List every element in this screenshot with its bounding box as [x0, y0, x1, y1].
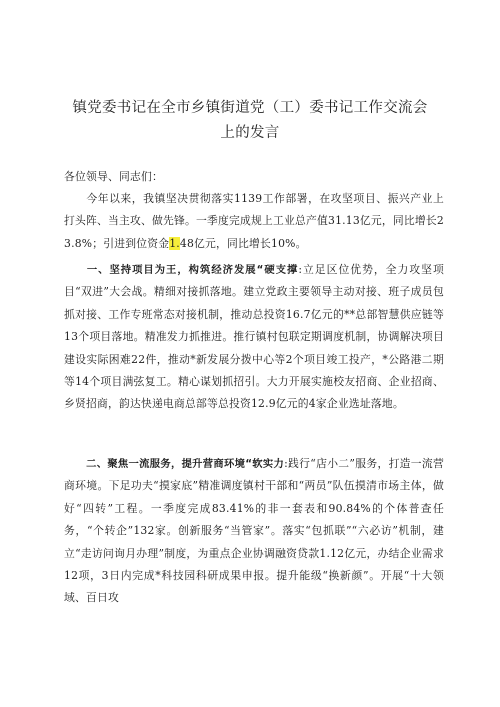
section-1-heading: 一、坚持项目为王，构筑经济发展“硬支撑 — [86, 264, 299, 276]
paragraph-intro — [64, 188, 444, 255]
paragraph-section-1 — [64, 259, 444, 416]
paragraph-section-2 — [64, 453, 444, 610]
document-title-line1: 镇党委书记在全市乡镇街道党（工）委书记工作交流会 — [72, 100, 428, 116]
section-2-heading: 二、聚焦一流服务，提升营商环境“软实力 — [86, 458, 285, 470]
section-2-text: :践行“店小二”服务，打造一流营商环境。下足功夫“摸家底”精准调度镇村干部和“两员”队伍摸清市场主体，做好“四转”工程。一季度完成83.41%的非一套表和90.84%的个体普查任务，“个转企”132家。创新服务“当管家”。落实“包抓联”“六必访”机制，建立“走访问询月办理”制度，为重点企业协调融资贷款1.12亿元，办结企业需求12项，3日内完成*科技园科研成果申报。提升能级“换新颜”。开展“十大领域、百日攻 — [64, 457, 444, 605]
highlighted-text: 1. — [169, 236, 180, 250]
section-1-text: :立足区位优势，全力攻坚项目“双进”大会战。精细对接抓落地。建立党政主要领导主动对接、班子成员包抓对接、工作专班常态对接机制，推动总投资16.7亿元的**总部智慧供应链等13个项目落地。精准发力抓推进。推行镇村包联定期调度机制，协调解决项目建设实际困难22件，推动*新发展分拨中心等2个项目竣工投产，*公路港二期等14个项目满弦复工。精心谋划抓招引。大力开展实施校友招商、企业招商、乡贤招商，韵达快递电商总部等总投资12.9亿元的4家企业选址落地。 — [64, 263, 444, 411]
intro-text-end: 48亿元，同比增长10%。 — [179, 236, 307, 250]
salutation: 各位领导、同志们： — [64, 170, 163, 183]
document-title-line2: 上的发言 — [220, 125, 280, 141]
intro-text: 今年以来，我镇坚决贯彻落实1139工作部署，在攻坚项目、振兴产业上打头阵、当主攻、做先锋。一季度完成规上工业总产值31.13亿元，同比增长23.8%；引进到位资金 — [64, 192, 444, 250]
